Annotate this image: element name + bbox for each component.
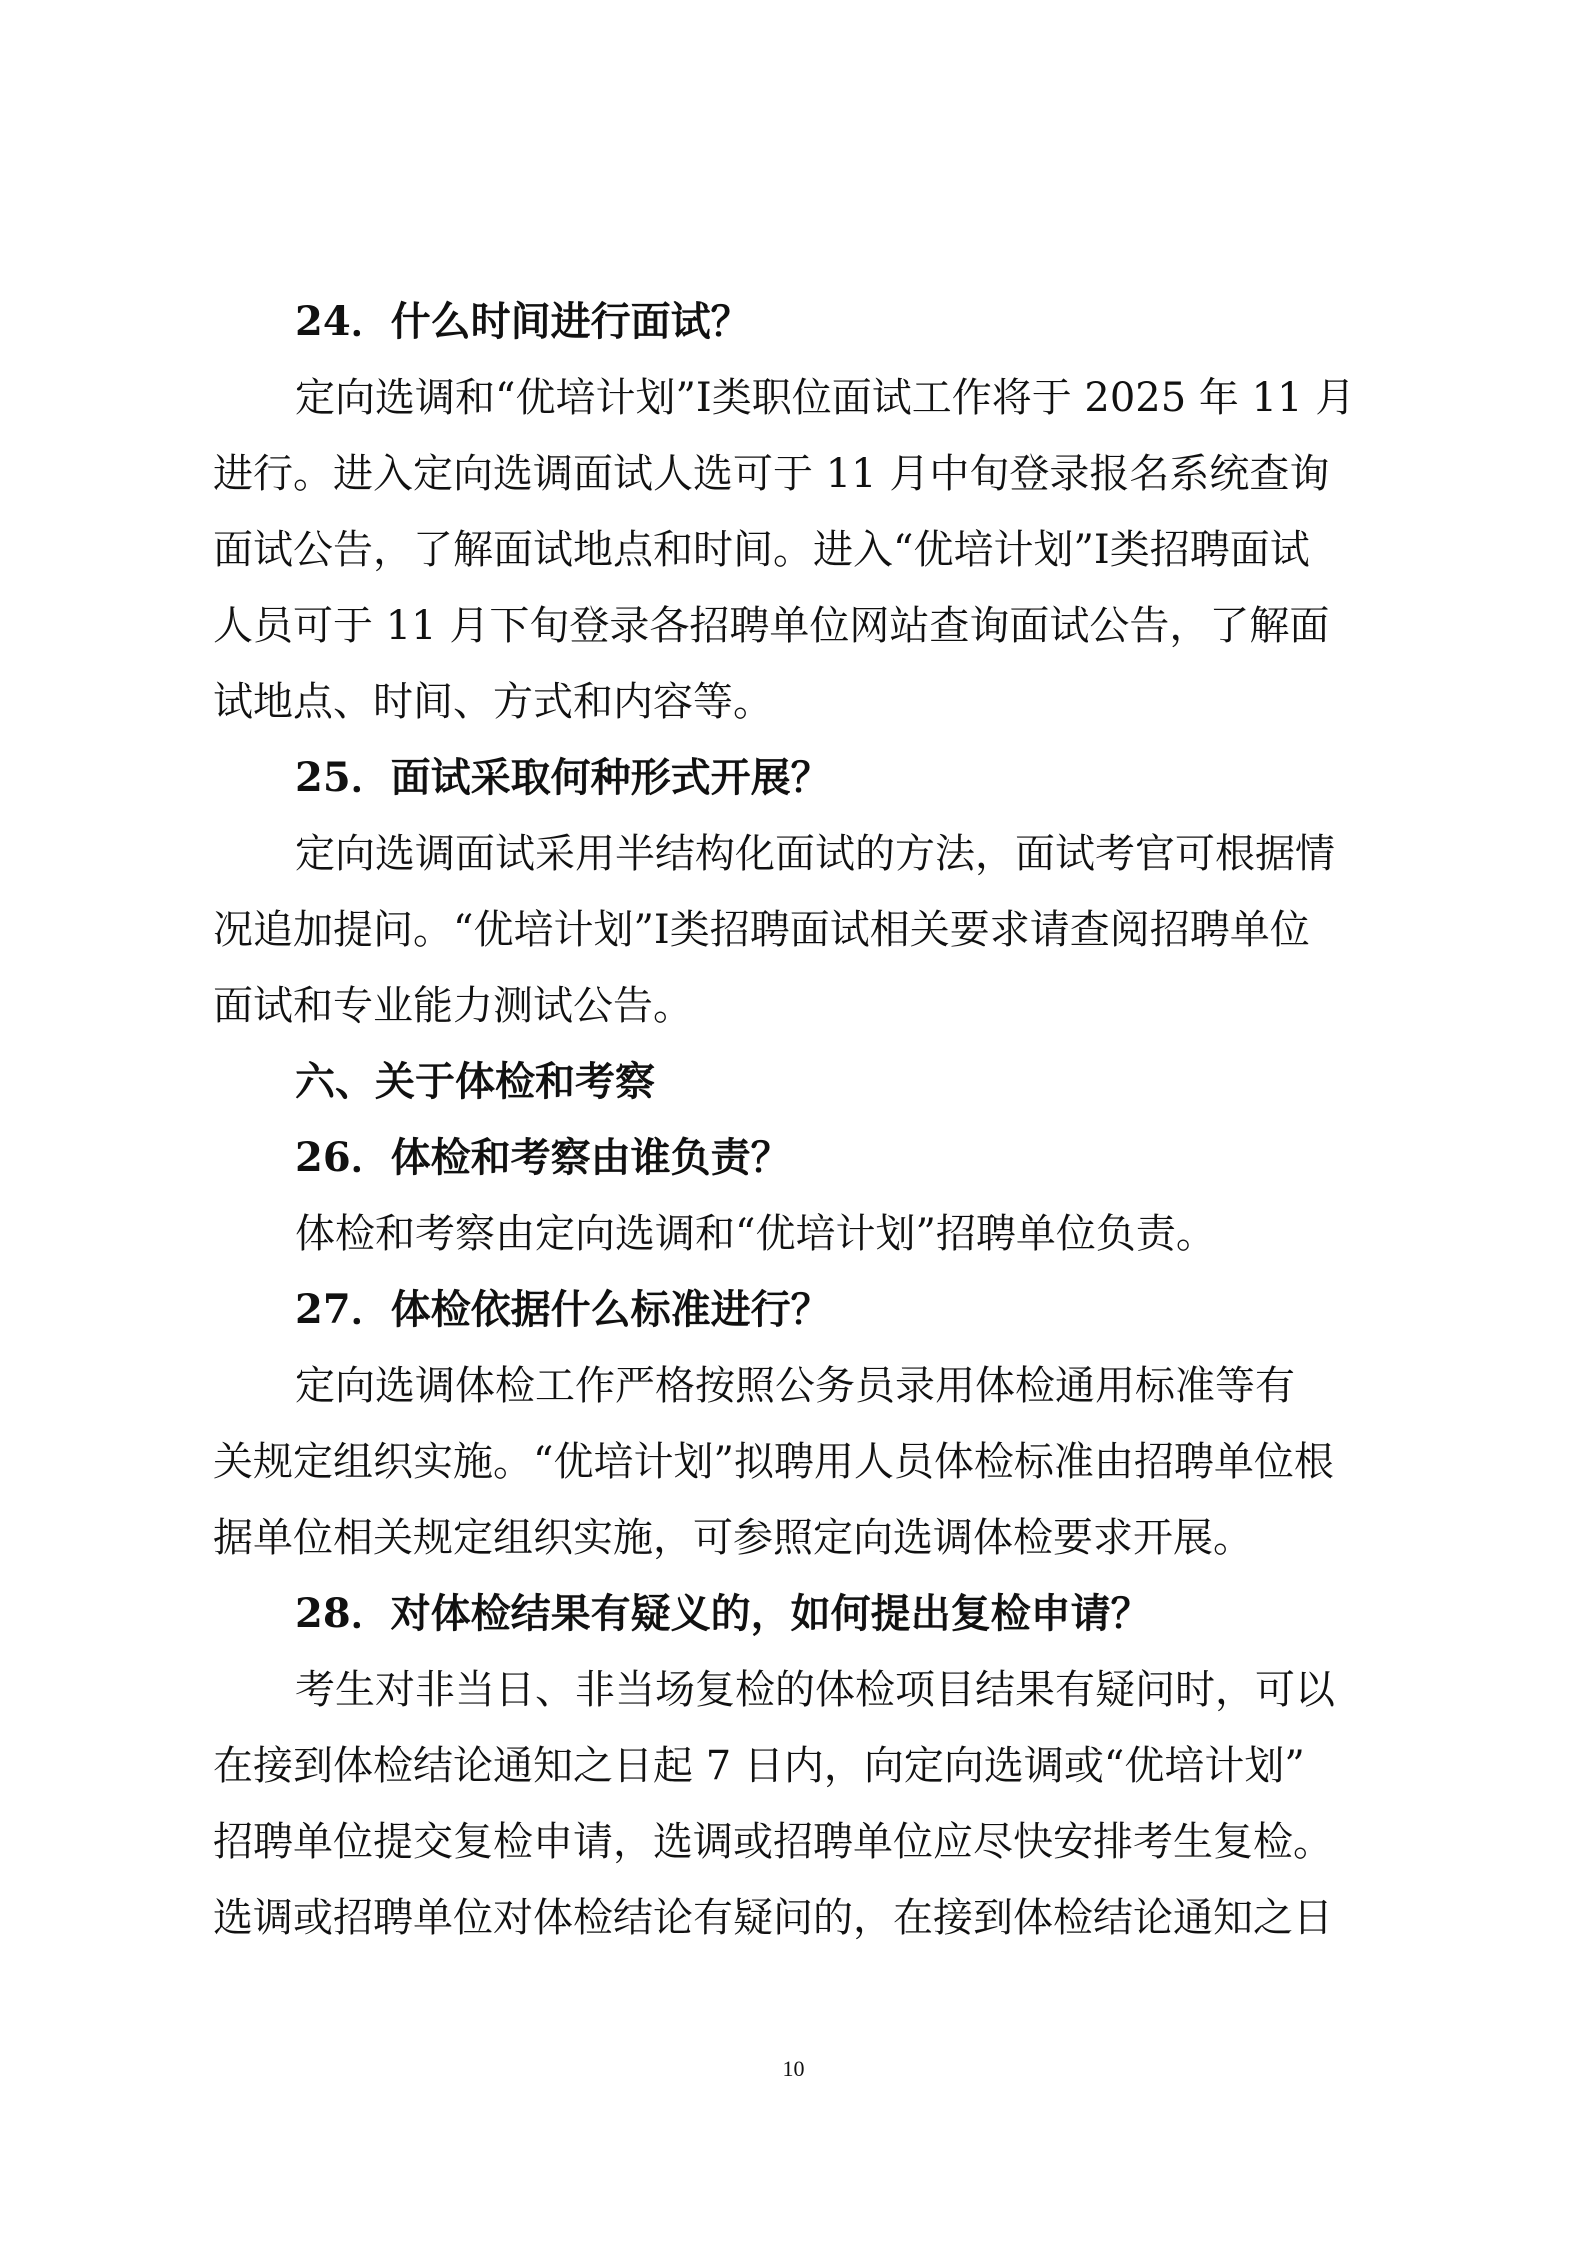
answer-28-line-3: 招聘单位提交复检申请，选调或招聘单位应尽快安排考生复检。 <box>213 1819 1333 1865</box>
answer-26-line-1: 体检和考察由定向选调和“优培计划”招聘单位负责。 <box>295 1211 1216 1257</box>
question-heading-24: 24．什么时间进行面试？ <box>295 298 751 345</box>
question-heading-28: 28．对体检结果有疑义的，如何提出复检申请？ <box>295 1590 1151 1637</box>
question-heading-26: 26．体检和考察由谁负责？ <box>295 1134 791 1181</box>
answer-24-line-1: 定向选调和“优培计划”I类职位面试工作将于 2025 年 11 月 <box>295 375 1356 421</box>
answer-24-line-2: 进行。进入定向选调面试人选可于 11 月中旬登录报名系统查询 <box>213 451 1330 497</box>
section-heading-six: 六、关于体检和考察 <box>295 1058 655 1105</box>
answer-24-line-3: 面试公告，了解面试地点和时间。进入“优培计划”I类招聘面试 <box>213 527 1310 573</box>
page-number: 10 <box>782 2056 805 2081</box>
answer-27-line-3: 据单位相关规定组织实施，可参照定向选调体检要求开展。 <box>213 1515 1253 1561</box>
answer-25-line-1: 定向选调面试采用半结构化面试的方法，面试考官可根据情 <box>295 831 1335 877</box>
answer-27-line-2: 关规定组织实施。“优培计划”拟聘用人员体检标准由招聘单位根 <box>213 1439 1334 1485</box>
answer-28-line-1: 考生对非当日、非当场复检的体检项目结果有疑问时，可以 <box>295 1667 1335 1713</box>
answer-25-line-3: 面试和专业能力测试公告。 <box>213 983 693 1029</box>
answer-28-line-4: 选调或招聘单位对体检结论有疑问的，在接到体检结论通知之日 <box>213 1895 1333 1941</box>
answer-28-line-2: 在接到体检结论通知之日起 7 日内，向定向选调或“优培计划” <box>213 1743 1305 1789</box>
answer-24-line-5: 试地点、时间、方式和内容等。 <box>213 679 773 725</box>
answer-27-line-1: 定向选调体检工作严格按照公务员录用体检通用标准等有 <box>295 1363 1295 1409</box>
answer-25-line-2: 况追加提问。“优培计划”I类招聘面试相关要求请查阅招聘单位 <box>213 907 1310 953</box>
answer-24-line-4: 人员可于 11 月下旬登录各招聘单位网站查询面试公告，了解面 <box>213 603 1330 649</box>
question-heading-25: 25．面试采取何种形式开展？ <box>295 754 831 801</box>
question-heading-27: 27．体检依据什么标准进行？ <box>295 1286 831 1333</box>
